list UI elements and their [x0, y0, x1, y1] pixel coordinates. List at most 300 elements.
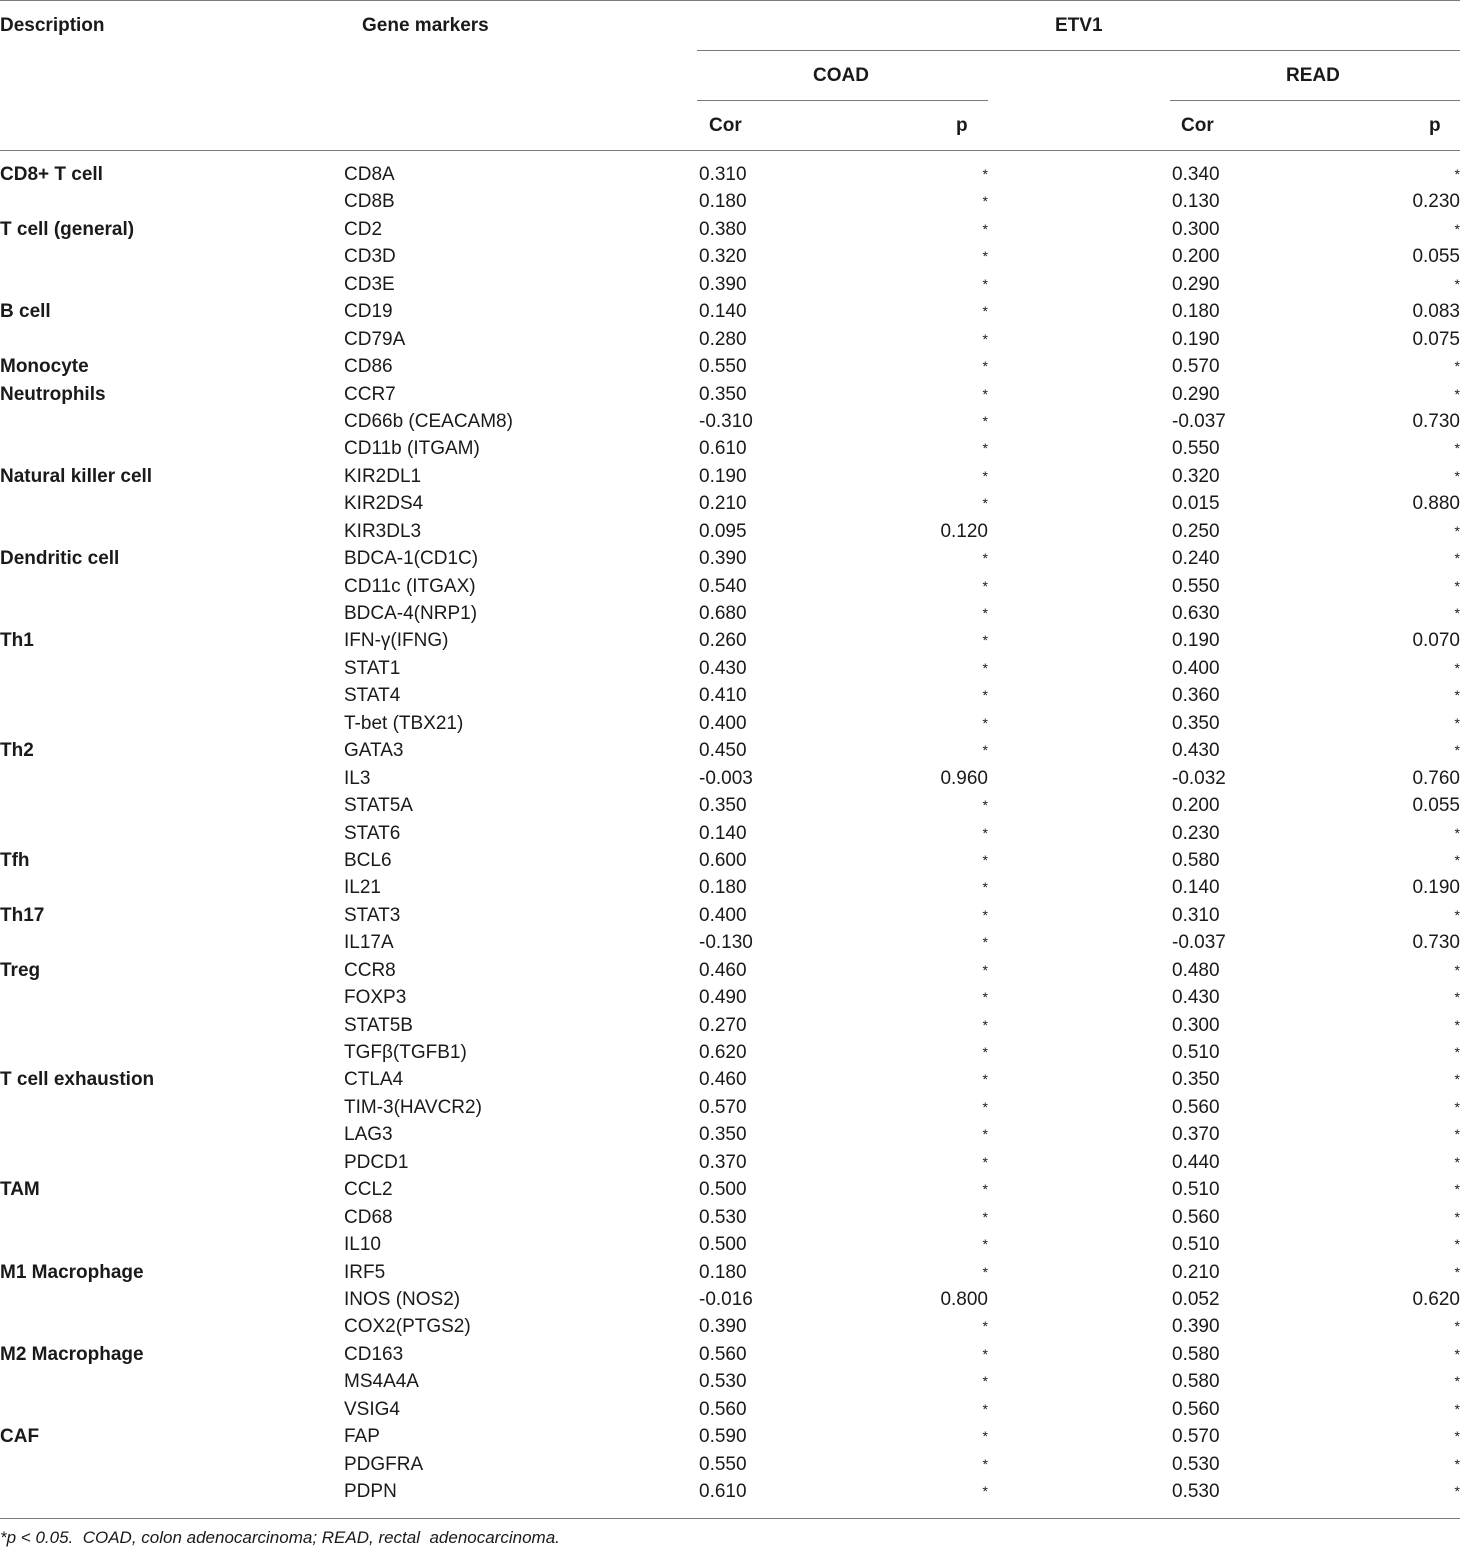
cell-coad-cor: 0.610	[699, 438, 747, 460]
table-row	[0, 874, 1460, 901]
cell-read-cor: 0.200	[1172, 246, 1220, 268]
cell-coad-p: *	[982, 1236, 988, 1253]
cell-coad-cor: 0.380	[699, 218, 747, 240]
cell-coad-cor: 0.400	[699, 712, 747, 734]
cell-read-cor: 0.530	[1172, 1453, 1220, 1475]
cell-coad-p: 0.800	[940, 1288, 988, 1310]
cell-gene-marker: CCL2	[344, 1179, 393, 1201]
cell-coad-cor: 0.550	[699, 1453, 747, 1475]
cell-coad-cor: 0.390	[699, 1316, 747, 1338]
table-row	[0, 1478, 1460, 1505]
table-row	[0, 929, 1460, 956]
cell-read-cor: 0.480	[1172, 959, 1220, 981]
cell-gene-marker: PDCD1	[344, 1151, 409, 1173]
cell-coad-p: *	[982, 166, 988, 182]
table-row	[0, 1012, 1460, 1039]
cell-coad-p: *	[982, 495, 988, 512]
cell-coad-cor: 0.390	[699, 548, 747, 570]
table-row	[0, 161, 1460, 188]
cell-read-p: *	[1454, 220, 1460, 237]
header-coad-cor: Cor	[709, 115, 742, 136]
table-row	[0, 737, 1460, 764]
cell-read-p: *	[1454, 742, 1460, 759]
cell-coad-cor: 0.590	[699, 1426, 747, 1448]
cell-coad-p: 0.120	[940, 520, 988, 542]
table-row	[0, 1121, 1460, 1148]
cell-read-cor: 0.140	[1172, 877, 1220, 899]
cell-description: M1 Macrophage	[0, 1261, 144, 1283]
cell-read-p: 0.620	[1412, 1288, 1460, 1310]
cell-read-cor: 0.300	[1172, 1014, 1220, 1036]
table-row	[0, 1039, 1460, 1066]
cell-coad-p: *	[982, 714, 988, 731]
cell-gene-marker: MS4A4A	[344, 1371, 419, 1393]
table-row	[0, 655, 1460, 682]
cell-coad-cor: 0.095	[699, 520, 747, 542]
cell-gene-marker: FOXP3	[344, 987, 407, 1009]
cell-read-p: *	[1454, 1016, 1460, 1033]
cell-coad-p: *	[982, 742, 988, 759]
cell-read-cor: 0.310	[1172, 904, 1220, 926]
cell-gene-marker: LAG3	[344, 1124, 393, 1146]
table-row	[0, 1231, 1460, 1258]
cell-gene-marker: INOS (NOS2)	[344, 1288, 461, 1310]
cell-coad-cor: 0.610	[699, 1481, 747, 1502]
cell-read-cor: 0.180	[1172, 301, 1220, 323]
cell-read-p: *	[1454, 1044, 1460, 1060]
cell-gene-marker: TGFβ(TGFB1)	[344, 1042, 467, 1063]
header-description: Description	[0, 15, 105, 36]
cell-description: CAF	[0, 1426, 40, 1448]
cell-read-cor: 0.360	[1172, 685, 1220, 707]
cell-read-p: *	[1454, 1483, 1460, 1499]
table-row	[0, 408, 1460, 435]
table-row	[0, 600, 1460, 627]
cell-read-cor: 0.430	[1172, 987, 1220, 1009]
cell-read-p: *	[1454, 605, 1460, 621]
cell-coad-p: *	[982, 385, 988, 402]
cell-coad-p: *	[982, 1400, 988, 1417]
cell-gene-marker: KIR2DS4	[344, 493, 424, 515]
cell-coad-cor: 0.310	[699, 164, 747, 185]
cell-read-cor: 0.320	[1172, 465, 1220, 487]
cell-gene-marker: BDCA-1(CD1C)	[344, 548, 479, 570]
cell-read-p: *	[1454, 1318, 1460, 1335]
cell-description: Th2	[0, 740, 34, 762]
cell-coad-p: *	[982, 1455, 988, 1472]
cell-read-p: *	[1454, 522, 1460, 539]
cell-coad-p: *	[982, 879, 988, 896]
cell-gene-marker: CCR8	[344, 959, 396, 981]
cell-gene-marker: IFN-γ(IFNG)	[344, 630, 449, 652]
cell-coad-p: *	[982, 824, 988, 841]
table-row	[0, 1396, 1460, 1423]
cell-read-p: *	[1454, 275, 1460, 292]
cell-read-cor: 0.300	[1172, 218, 1220, 240]
cell-coad-p: *	[982, 1318, 988, 1335]
cell-read-p: 0.230	[1412, 191, 1460, 213]
cell-read-p: *	[1454, 1098, 1460, 1115]
cell-coad-cor: 0.260	[699, 630, 747, 652]
cell-coad-p: *	[982, 1098, 988, 1115]
cell-coad-p: *	[982, 605, 988, 621]
cell-coad-cor: 0.400	[699, 904, 747, 926]
cell-coad-p: *	[982, 1263, 988, 1280]
cell-read-cor: 0.560	[1172, 1206, 1220, 1228]
cell-coad-p: *	[982, 659, 988, 676]
cell-read-p: 0.075	[1412, 328, 1460, 350]
cell-read-p: 0.730	[1412, 410, 1460, 432]
cell-read-cor: 0.190	[1172, 328, 1220, 350]
cell-read-cor: 0.130	[1172, 191, 1220, 213]
cell-coad-p: *	[982, 358, 988, 375]
cell-coad-cor: 0.490	[699, 987, 747, 1009]
cell-coad-cor: 0.530	[699, 1371, 747, 1393]
table-row	[0, 710, 1460, 737]
cell-coad-cor: 0.530	[699, 1206, 747, 1228]
cell-read-p: *	[1454, 358, 1460, 375]
cell-read-cor: 0.340	[1172, 164, 1220, 185]
cell-gene-marker: STAT3	[344, 904, 401, 926]
cell-coad-cor: 0.560	[699, 1343, 747, 1365]
cell-coad-p: *	[982, 1044, 988, 1060]
table-footnote: *p < 0.05. COAD, colon adenocarcinoma; READ, rectal adenocarcinoma.	[0, 1528, 560, 1547]
cell-gene-marker: CD11b (ITGAM)	[344, 438, 480, 460]
cell-read-cor: 0.350	[1172, 1069, 1220, 1091]
cell-gene-marker: CD19	[344, 301, 393, 323]
table-row	[0, 627, 1460, 654]
cell-gene-marker: COX2(PTGS2)	[344, 1316, 471, 1338]
table-row	[0, 243, 1460, 270]
header-cohort-read: READ	[1286, 65, 1340, 86]
cell-read-cor: 0.210	[1172, 1261, 1220, 1283]
table-row	[0, 847, 1460, 874]
cell-read-p: 0.055	[1412, 795, 1460, 817]
cell-read-cor: 0.580	[1172, 849, 1220, 871]
cell-read-cor: 0.015	[1172, 493, 1220, 515]
cell-read-p: *	[1454, 687, 1460, 704]
cell-gene-marker: IL3	[344, 767, 371, 789]
table-row	[0, 1176, 1460, 1203]
cell-coad-cor: 0.320	[699, 246, 747, 268]
cell-read-cor: 0.290	[1172, 273, 1220, 295]
table-row	[0, 1094, 1460, 1121]
cell-gene-marker: IL17A	[344, 932, 394, 954]
cell-read-p: 0.880	[1412, 493, 1460, 515]
cell-coad-p: *	[982, 1071, 988, 1088]
table-row	[0, 984, 1460, 1011]
cell-coad-p: *	[982, 906, 988, 923]
cell-coad-cor: 0.180	[699, 877, 747, 899]
cell-coad-cor: 0.350	[699, 383, 747, 405]
cell-read-cor: 0.400	[1172, 657, 1220, 679]
cell-coad-p: *	[982, 1373, 988, 1390]
cell-coad-cor: 0.460	[699, 1069, 747, 1091]
table-row	[0, 1423, 1460, 1450]
table-bottom-rule	[0, 1518, 1460, 1519]
cell-coad-p: *	[982, 632, 988, 649]
cell-coad-p: *	[982, 1208, 988, 1225]
cell-gene-marker: CD66b (CEACAM8)	[344, 410, 513, 432]
cell-read-cor: 0.240	[1172, 548, 1220, 570]
cell-coad-cor: 0.500	[699, 1234, 747, 1256]
cell-coad-p: *	[982, 961, 988, 978]
cell-read-cor: 0.530	[1172, 1481, 1220, 1502]
cell-gene-marker: STAT6	[344, 822, 401, 844]
cell-coad-p: *	[982, 1483, 988, 1499]
cell-read-cor: 0.630	[1172, 603, 1220, 624]
cell-coad-cor: 0.560	[699, 1398, 747, 1420]
cell-read-cor: 0.560	[1172, 1398, 1220, 1420]
header-coad-p: p	[956, 115, 968, 136]
cell-read-cor: 0.570	[1172, 1426, 1220, 1448]
cell-gene-marker: STAT4	[344, 685, 401, 707]
cell-gene-marker: CD8B	[344, 191, 395, 213]
cell-read-cor: 0.370	[1172, 1124, 1220, 1146]
cell-gene-marker: CD8A	[344, 164, 395, 185]
cell-coad-cor: 0.180	[699, 191, 747, 213]
cell-read-cor: 0.430	[1172, 740, 1220, 762]
cell-description: Treg	[0, 959, 41, 981]
table-row	[0, 1451, 1460, 1478]
cell-coad-cor: 0.620	[699, 1042, 747, 1063]
cell-coad-cor: 0.550	[699, 356, 747, 378]
cell-read-p: *	[1454, 1181, 1460, 1198]
table-row	[0, 1066, 1460, 1093]
cell-coad-p: *	[982, 193, 988, 210]
cell-read-cor: 0.550	[1172, 575, 1220, 597]
cell-coad-cor: 0.350	[699, 795, 747, 817]
header-gene: ETV1	[1055, 15, 1103, 36]
cell-coad-cor: 0.600	[699, 849, 747, 871]
cell-coad-p: *	[982, 1153, 988, 1170]
cell-coad-p: *	[982, 248, 988, 265]
cell-gene-marker: FAP	[344, 1426, 380, 1448]
cell-coad-p: *	[982, 1428, 988, 1445]
table-row	[0, 545, 1460, 572]
cell-read-p: *	[1454, 906, 1460, 923]
cell-read-p: *	[1454, 1126, 1460, 1143]
cell-read-p: *	[1454, 1071, 1460, 1088]
header-gene-markers: Gene markers	[362, 15, 489, 36]
cell-read-cor: 0.550	[1172, 438, 1220, 460]
cell-gene-marker: CD163	[344, 1343, 404, 1365]
cell-gene-marker: CCR7	[344, 383, 396, 405]
cell-read-cor: -0.032	[1172, 767, 1226, 789]
cell-coad-p: *	[982, 577, 988, 594]
cell-coad-p: 0.960	[940, 767, 988, 789]
header-read-p: p	[1429, 115, 1441, 136]
table-row	[0, 1368, 1460, 1395]
table-row	[0, 902, 1460, 929]
cell-gene-marker: CD2	[344, 218, 383, 240]
cell-coad-cor: 0.190	[699, 465, 747, 487]
cell-coad-p: *	[982, 275, 988, 292]
cell-read-cor: 0.580	[1172, 1371, 1220, 1393]
cell-coad-p: *	[982, 1181, 988, 1198]
cell-coad-p: *	[982, 303, 988, 320]
cell-read-p: *	[1454, 961, 1460, 978]
cell-coad-cor: -0.310	[699, 410, 753, 432]
table-row	[0, 353, 1460, 380]
cell-coad-cor: 0.500	[699, 1179, 747, 1201]
cell-read-p: *	[1454, 1153, 1460, 1170]
table-row	[0, 435, 1460, 462]
cell-coad-p: *	[982, 797, 988, 814]
header-bottom-rule	[0, 150, 1460, 151]
cell-read-p: *	[1454, 824, 1460, 841]
cell-read-p: *	[1454, 1428, 1460, 1445]
cell-coad-cor: 0.180	[699, 1261, 747, 1283]
cell-gene-marker: VSIG4	[344, 1398, 400, 1420]
read-header-rule	[1170, 100, 1460, 101]
cell-coad-cor: 0.390	[699, 273, 747, 295]
table-row	[0, 1313, 1460, 1340]
table-row	[0, 381, 1460, 408]
cell-coad-cor: 0.270	[699, 1014, 747, 1036]
top-rule	[0, 0, 1460, 1]
cell-description: Monocyte	[0, 356, 89, 378]
cell-read-p: *	[1454, 1263, 1460, 1280]
cell-read-p: *	[1454, 1400, 1460, 1417]
cell-gene-marker: CD79A	[344, 328, 406, 350]
cell-coad-p: *	[982, 687, 988, 704]
cell-coad-cor: 0.460	[699, 959, 747, 981]
cell-read-cor: 0.350	[1172, 712, 1220, 734]
cell-read-cor: 0.560	[1172, 1096, 1220, 1118]
cell-coad-cor: 0.680	[699, 603, 747, 624]
table-row	[0, 1341, 1460, 1368]
cell-description: Th17	[0, 904, 45, 926]
cell-read-cor: -0.037	[1172, 410, 1226, 432]
table-row	[0, 1204, 1460, 1231]
cell-description: Natural killer cell	[0, 465, 153, 487]
cell-coad-cor: 0.450	[699, 740, 747, 762]
cell-gene-marker: BCL6	[344, 849, 392, 871]
table-row	[0, 682, 1460, 709]
cell-gene-marker: CD3E	[344, 273, 395, 295]
table-row	[0, 1149, 1460, 1176]
cell-coad-p: *	[982, 1345, 988, 1362]
cell-coad-cor: 0.140	[699, 822, 747, 844]
cell-coad-cor: 0.370	[699, 1151, 747, 1173]
cell-description: M2 Macrophage	[0, 1343, 144, 1365]
cell-coad-p: *	[982, 1126, 988, 1143]
cell-coad-cor: 0.540	[699, 575, 747, 597]
header-cohort-coad: COAD	[813, 65, 869, 86]
cell-gene-marker: STAT1	[344, 657, 401, 679]
cell-gene-marker: PDPN	[344, 1481, 397, 1502]
cell-read-p: *	[1454, 989, 1460, 1006]
table-row	[0, 490, 1460, 517]
cell-coad-cor: 0.410	[699, 685, 747, 707]
cell-read-cor: 0.510	[1172, 1234, 1220, 1256]
cell-coad-cor: 0.210	[699, 493, 747, 515]
cell-read-p: *	[1454, 659, 1460, 676]
cell-coad-cor: 0.280	[699, 328, 747, 350]
coad-header-rule	[697, 100, 988, 101]
table-row	[0, 326, 1460, 353]
cell-read-p: *	[1454, 1345, 1460, 1362]
table-row	[0, 573, 1460, 600]
table-row	[0, 820, 1460, 847]
cell-read-p: 0.760	[1412, 767, 1460, 789]
cell-read-cor: 0.510	[1172, 1179, 1220, 1201]
cell-coad-p: *	[982, 412, 988, 429]
cell-read-p: *	[1454, 1236, 1460, 1253]
cell-description: B cell	[0, 301, 51, 323]
cell-read-p: *	[1454, 166, 1460, 182]
cell-coad-cor: 0.430	[699, 657, 747, 679]
cell-read-p: 0.055	[1412, 246, 1460, 268]
cell-description: TAM	[0, 1179, 40, 1201]
cell-description: T cell (general)	[0, 218, 135, 240]
cell-gene-marker: KIR2DL1	[344, 465, 422, 487]
cell-gene-marker: CD86	[344, 356, 393, 378]
cell-coad-cor: -0.016	[699, 1288, 753, 1310]
table-row	[0, 271, 1460, 298]
cell-read-p: *	[1454, 467, 1460, 484]
cell-coad-p: *	[982, 1016, 988, 1033]
cell-read-p: 0.070	[1412, 630, 1460, 652]
cell-read-p: 0.190	[1412, 877, 1460, 899]
cell-description: CD8+ T cell	[0, 164, 103, 185]
cell-coad-p: *	[982, 467, 988, 484]
cell-gene-marker: CD3D	[344, 246, 396, 268]
cell-gene-marker: GATA3	[344, 740, 404, 762]
cell-read-p: *	[1454, 851, 1460, 868]
table-row	[0, 463, 1460, 490]
cell-gene-marker: CD68	[344, 1206, 393, 1228]
cell-coad-p: *	[982, 989, 988, 1006]
cell-read-p: *	[1454, 1455, 1460, 1472]
cell-description: Dendritic cell	[0, 548, 120, 570]
cell-description: Neutrophils	[0, 383, 106, 405]
cell-gene-marker: CTLA4	[344, 1069, 404, 1091]
cell-coad-cor: 0.140	[699, 301, 747, 323]
table-row	[0, 518, 1460, 545]
cell-gene-marker: IRF5	[344, 1261, 386, 1283]
cell-read-cor: 0.052	[1172, 1288, 1220, 1310]
cell-gene-marker: BDCA-4(NRP1)	[344, 603, 478, 624]
cell-coad-p: *	[982, 550, 988, 567]
cell-read-cor: 0.200	[1172, 795, 1220, 817]
table-body	[0, 161, 1460, 1505]
cell-coad-cor: -0.130	[699, 932, 753, 954]
cell-gene-marker: T-bet (TBX21)	[344, 712, 464, 734]
cell-read-p: *	[1454, 577, 1460, 594]
cell-gene-marker: TIM-3(HAVCR2)	[344, 1096, 482, 1118]
cell-read-p: *	[1454, 550, 1460, 567]
cell-coad-cor: 0.570	[699, 1096, 747, 1118]
cell-coad-p: *	[982, 851, 988, 868]
cell-read-cor: 0.440	[1172, 1151, 1220, 1173]
table-row	[0, 1259, 1460, 1286]
cell-read-p: *	[1454, 1208, 1460, 1225]
cell-coad-p: *	[982, 330, 988, 347]
cell-read-cor: 0.570	[1172, 356, 1220, 378]
cell-read-cor: 0.580	[1172, 1343, 1220, 1365]
cell-read-p: *	[1454, 714, 1460, 731]
cell-read-cor: 0.290	[1172, 383, 1220, 405]
table-row	[0, 1286, 1460, 1313]
cell-read-p: *	[1454, 1373, 1460, 1390]
cell-coad-p: *	[982, 440, 988, 457]
cell-read-cor: 0.190	[1172, 630, 1220, 652]
table-row	[0, 216, 1460, 243]
table-row	[0, 792, 1460, 819]
cell-read-p: 0.083	[1412, 301, 1460, 323]
